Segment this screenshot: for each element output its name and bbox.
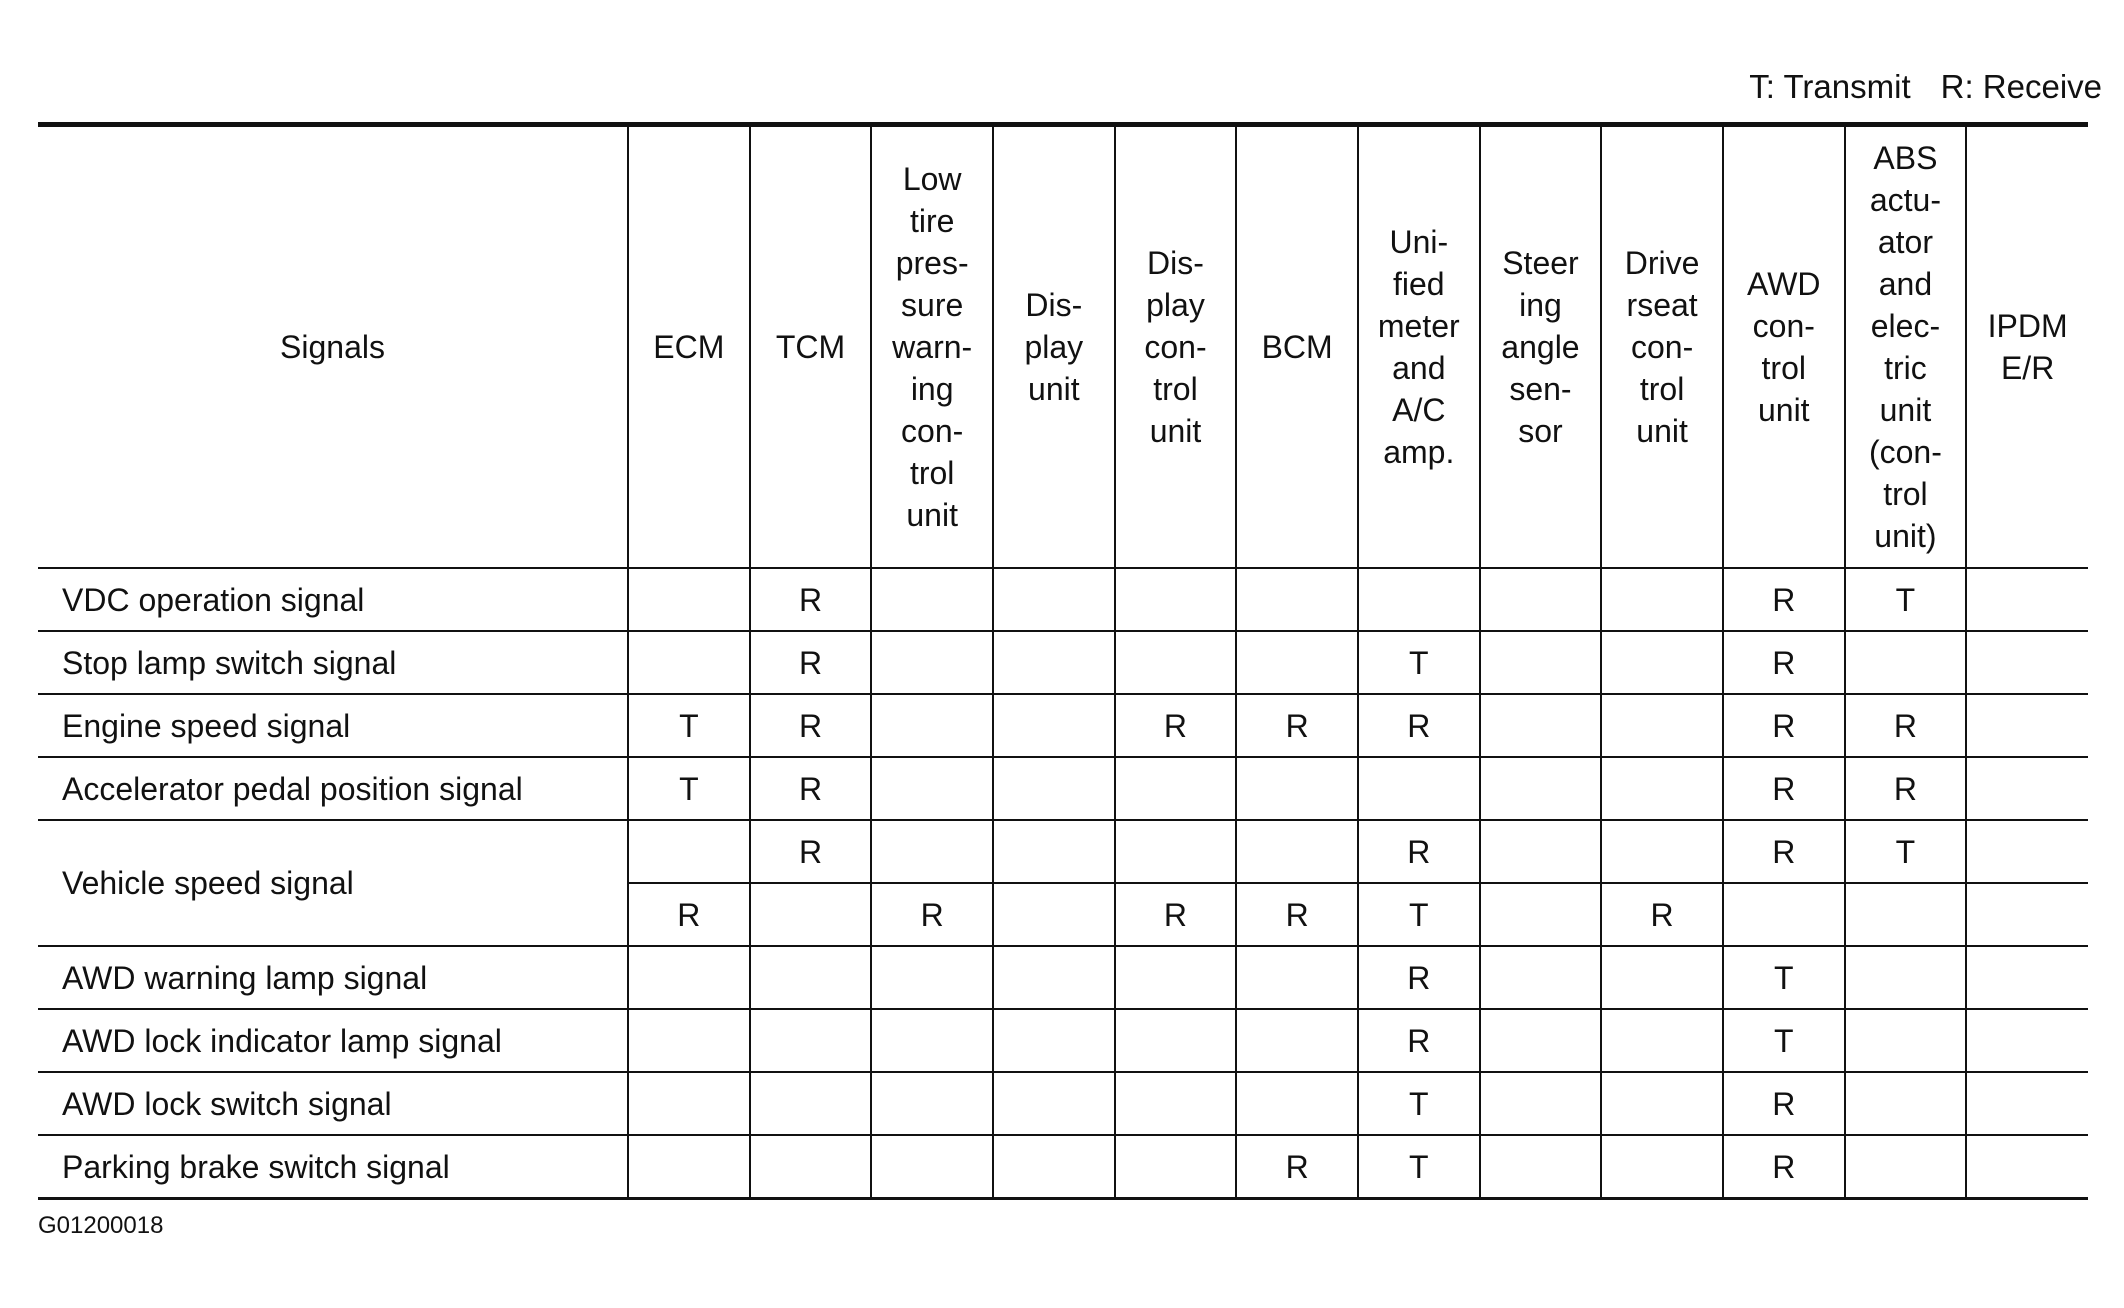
table-cell <box>1236 568 1358 631</box>
table-cell <box>1115 820 1237 883</box>
table-cell <box>1358 568 1480 631</box>
table-cell <box>628 568 750 631</box>
table-cell <box>1236 1009 1358 1072</box>
table-cell <box>628 1072 750 1135</box>
table-cell: R <box>1358 694 1480 757</box>
legend <box>1749 68 2102 106</box>
signal-name: Stop lamp switch signal <box>38 631 628 694</box>
table-cell: R <box>871 883 993 946</box>
table-cell <box>1480 694 1602 757</box>
table-cell <box>871 631 993 694</box>
table-row <box>38 568 2088 631</box>
table-cell: R <box>1723 1072 1845 1135</box>
table-cell <box>1236 946 1358 1009</box>
table-cell <box>1966 568 2088 631</box>
table-cell <box>1966 694 2088 757</box>
table-cell: T <box>1723 946 1845 1009</box>
table-cell: R <box>750 568 872 631</box>
col-header-bcm: BCM <box>1236 125 1358 569</box>
signal-name: Parking brake switch signal <box>38 1135 628 1199</box>
table-cell <box>993 1009 1115 1072</box>
table-row <box>38 757 2088 820</box>
signal-name: AWD lock switch signal <box>38 1072 628 1135</box>
table-cell <box>993 820 1115 883</box>
table-cell <box>1601 568 1723 631</box>
col-header-signals: Signals <box>38 125 628 569</box>
table-cell: R <box>1358 820 1480 883</box>
table-cell: T <box>1845 568 1967 631</box>
table-cell <box>1966 1072 2088 1135</box>
table-cell: R <box>1723 694 1845 757</box>
table-cell: R <box>750 757 872 820</box>
table-cell <box>1115 568 1237 631</box>
table-cell <box>1480 1072 1602 1135</box>
table-cell <box>871 757 993 820</box>
table-cell <box>1236 757 1358 820</box>
table-cell <box>993 946 1115 1009</box>
table-cell <box>1115 946 1237 1009</box>
table-cell: R <box>1115 883 1237 946</box>
table-cell <box>1115 631 1237 694</box>
col-header-low-tire-pressure-warning-control-unit: Low tire pres- sure warn- ing con- trol unit <box>871 125 993 569</box>
table-cell <box>993 1072 1115 1135</box>
table-cell <box>1601 757 1723 820</box>
table-cell <box>1845 1135 1967 1199</box>
table-cell <box>871 1072 993 1135</box>
table-cell <box>1480 1009 1602 1072</box>
table-cell <box>871 946 993 1009</box>
table-cell <box>1480 568 1602 631</box>
table-cell <box>628 1135 750 1199</box>
table-cell <box>1966 631 2088 694</box>
table-cell: R <box>1236 694 1358 757</box>
table-row <box>38 631 2088 694</box>
table-cell <box>1480 1135 1602 1199</box>
table-cell: T <box>1358 1072 1480 1135</box>
table-cell <box>1601 631 1723 694</box>
table-cell: R <box>1845 757 1967 820</box>
table-cell <box>628 1009 750 1072</box>
table-cell: R <box>1723 820 1845 883</box>
table-cell: R <box>628 883 750 946</box>
col-header-steering-angle-sensor: Steer ing angle sen- sor <box>1480 125 1602 569</box>
col-header-ipdm-er: IPDM E/R <box>1966 125 2088 569</box>
table-cell: T <box>1358 883 1480 946</box>
table-cell <box>1966 1135 2088 1199</box>
col-header-awd-control-unit: AWD con- trol unit <box>1723 125 1845 569</box>
table-cell: R <box>750 631 872 694</box>
table-cell <box>993 883 1115 946</box>
table-cell <box>871 1135 993 1199</box>
table-cell <box>1601 1009 1723 1072</box>
table-cell: R <box>1845 694 1967 757</box>
signal-name: VDC operation signal <box>38 568 628 631</box>
table-cell: T <box>628 694 750 757</box>
col-header-display-control-unit: Dis- play con- trol unit <box>1115 125 1237 569</box>
table-cell: R <box>1358 1009 1480 1072</box>
table-cell <box>1236 631 1358 694</box>
table-cell <box>1966 946 2088 1009</box>
table-cell <box>993 694 1115 757</box>
table-cell <box>1601 820 1723 883</box>
table-cell: R <box>1601 883 1723 946</box>
table-cell: R <box>750 820 872 883</box>
table-cell <box>1845 883 1967 946</box>
table-cell <box>1966 1009 2088 1072</box>
table-cell <box>1966 757 2088 820</box>
table-cell <box>628 820 750 883</box>
table-cell: T <box>1358 631 1480 694</box>
table-cell <box>1236 820 1358 883</box>
table-cell <box>871 820 993 883</box>
col-header-unified-meter-ac-amp: Uni- fied meter and A/C amp. <box>1358 125 1480 569</box>
col-header-display-unit: Dis- play unit <box>993 125 1115 569</box>
table-cell <box>1115 1072 1237 1135</box>
table-cell <box>1480 946 1602 1009</box>
table-cell <box>871 694 993 757</box>
table-cell: R <box>1723 757 1845 820</box>
table-cell <box>1115 1009 1237 1072</box>
col-header-abs-actuator-electric-unit: ABS actu- ator and elec- tric unit (con- trol unit) <box>1845 125 1967 569</box>
signal-name: AWD lock indicator lamp signal <box>38 1009 628 1072</box>
table-cell <box>1845 1072 1967 1135</box>
table-cell <box>628 631 750 694</box>
header-row <box>38 125 2088 569</box>
legend-transmit: T: Transmit <box>1749 68 1911 105</box>
table-cell <box>1966 820 2088 883</box>
table-cell <box>1480 820 1602 883</box>
table-cell <box>750 1135 872 1199</box>
table-cell: R <box>1115 694 1237 757</box>
table-cell: R <box>1236 883 1358 946</box>
table-cell <box>750 1009 872 1072</box>
table-cell <box>1601 1072 1723 1135</box>
table-cell: R <box>750 694 872 757</box>
table-cell: R <box>1236 1135 1358 1199</box>
table-cell <box>750 883 872 946</box>
table-cell <box>1966 883 2088 946</box>
table-cell <box>1723 883 1845 946</box>
table-row <box>38 1009 2088 1072</box>
table-cell <box>1601 694 1723 757</box>
table-cell: T <box>1845 820 1967 883</box>
table-row <box>38 694 2088 757</box>
table-cell <box>750 1072 872 1135</box>
figure-code: G01200018 <box>38 1212 164 1239</box>
table-cell <box>1601 1135 1723 1199</box>
col-header-driver-seat-control-unit: Drive rseat con- trol unit <box>1601 125 1723 569</box>
table-cell <box>1480 757 1602 820</box>
table-cell <box>993 631 1115 694</box>
col-header-tcm: TCM <box>750 125 872 569</box>
table-cell <box>871 568 993 631</box>
table-cell <box>750 946 872 1009</box>
table-cell: T <box>628 757 750 820</box>
table-cell <box>1480 631 1602 694</box>
table-cell: T <box>1358 1135 1480 1199</box>
table-cell <box>871 1009 993 1072</box>
signal-name: AWD warning lamp signal <box>38 946 628 1009</box>
table-cell <box>1601 946 1723 1009</box>
col-header-ecm: ECM <box>628 125 750 569</box>
table-row <box>38 1072 2088 1135</box>
table-cell: R <box>1723 631 1845 694</box>
signal-name: Vehicle speed signal <box>38 820 628 946</box>
signal-name: Engine speed signal <box>38 694 628 757</box>
table-cell: R <box>1358 946 1480 1009</box>
table-cell <box>1845 1009 1967 1072</box>
table-row <box>38 1135 2088 1199</box>
signal-name: Accelerator pedal position signal <box>38 757 628 820</box>
table-cell <box>1358 757 1480 820</box>
table-cell <box>993 568 1115 631</box>
table-cell <box>1845 631 1967 694</box>
table-cell: R <box>1723 1135 1845 1199</box>
table-cell: R <box>1723 568 1845 631</box>
table-row <box>38 946 2088 1009</box>
table-cell <box>1115 757 1237 820</box>
table-cell <box>1236 1072 1358 1135</box>
table-row <box>38 820 2088 883</box>
table-cell <box>1845 946 1967 1009</box>
table-cell <box>993 757 1115 820</box>
signals-table <box>38 122 2088 1200</box>
table-cell <box>993 1135 1115 1199</box>
legend-receive: R: Receive <box>1940 68 2102 105</box>
table-cell <box>628 946 750 1009</box>
table-cell: T <box>1723 1009 1845 1072</box>
table-cell <box>1115 1135 1237 1199</box>
table-cell <box>1480 883 1602 946</box>
